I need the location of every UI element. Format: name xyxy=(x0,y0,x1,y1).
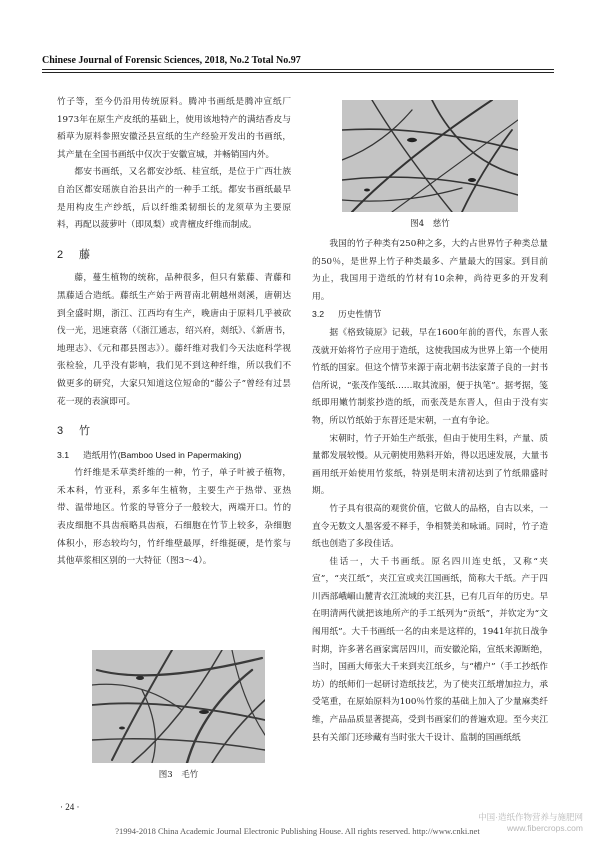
subsection-title: 历史性情节 xyxy=(338,310,382,321)
paragraph: 竹纤维是禾草类纤维的一种，竹子，单子叶被子植物，禾本科，竹亚科，系多年生植物，主要生产于热带、亚热带、温带地区。竹浆的导管分子一般较大，两端开口。竹的表皮细胞不具齿痕略具齿痕，石细胞在竹节上较多，杂细胞体积小，形态较均匀，竹纤维壁最厚，纤维挺硬，是竹浆与其他草浆相区别的一大特征（图3～4）。 xyxy=(57,468,291,567)
figure-3-caption: 图3 毛竹 xyxy=(158,770,199,780)
paragraph: 竹子具有很高的观赏价值，它做人的品格，自古以来，一直令无数文人墨客爱不释手，争相赞美和咏诵。同时，竹子造纸也创造了多段佳话。 xyxy=(312,503,548,550)
micrograph-cizhu xyxy=(342,100,518,212)
paragraph: 据《格致镜原》记载，早在1600年前的晋代，东晋人张茂就开始将竹子应用于造纸，这使我国成为世界上第一个使用竹纸的国家。但这个情节来源于南北朝书法家萧子良的一封书信所说，“张茂作笺纸……取其流丽，便于执笔”。据考据，笺纸即用嫩竹制浆抄造的纸，而张茂是东晋人，但由于没有实物，所以竹纸始于东晋还是宋朝，一直有争论。 xyxy=(312,327,548,426)
section-heading-2 xyxy=(57,247,291,265)
journal-header: Chinese Journal of Forensic Sciences, 2018, No.2 Total No.97 xyxy=(42,55,301,66)
figure-3 xyxy=(92,650,265,780)
paragraph: 佳话一，大千书画纸。原名四川连史纸，又称“夹宣”，“夹江纸”，夹江宣或夹江国画纸，简称大千纸。产于四川西部峨嵋山麓青衣江流域的夹江县，已有几百年的历史。早在明清两代就把该地所产的手工纸列为“贡纸”，并钦定为“文闱用纸”。大千书画纸一名的由来是这样的，1941年抗日战争时期，许多著名画家寓居四川，而安徽沦陷，宣纸来源断绝，当时，国画大师张大千来到夹江纸乡，与“槽户”（手工抄纸作坊）的纸师们一起研讨造纸技艺，为了使夹江纸增加拉力，承受笔重，在原始原料为100％竹浆的基础上加入了少量麻类纤维，产品品质显著提高，受到书画家们的普遍欢迎。至今夹江县有关部门还珍藏有当时张大千设计、监制的国画纸纸 xyxy=(312,556,548,743)
paragraph: 我国的竹子种类有250种之多，大约占世界竹子种类总量的50％，是世界上竹子种类最多、产量最大的国家。到目前为止，我国用于造纸的竹材有10余种，尚待更多的开发利用。 xyxy=(312,239,548,302)
subsection-heading-3-1 xyxy=(57,447,291,466)
watermark-url: www.fibercrops.com xyxy=(506,823,583,833)
copyright-footer: ?1994-2018 China Academic Journal Electronic Publishing House. All rights reserved. http://www.cnki.net xyxy=(115,826,480,836)
micrograph-maozhu xyxy=(92,650,265,763)
subsection-number: 3.2 xyxy=(312,309,325,320)
header-rule-thin xyxy=(42,72,554,73)
right-column xyxy=(312,236,548,747)
figure-4 xyxy=(342,100,518,230)
paragraph: 都安书画纸，又名都安沙纸、桂宣纸，是位于广西壮族自治区都安瑶族自治县出产的一种手工纸。都安书画纸最早是用构皮生产纱纸，后以纤维柔韧细长的龙须草为主要原料，再配以菠萝叶（即凤梨）或青檀皮纤维而制成。 xyxy=(57,167,291,231)
page-number: · 24 · xyxy=(60,802,80,812)
paragraph: 藤，蔓生植物的统称，品种很多，但只有紫藤、青藤和黑藤适合造纸。藤纸生产始于两晋南北朝越州剡溪，唐朝达到全盛时期，浙江、江西均有生产，晚唐由于原料几乎被砍伐一光，迅速衰落（《浙江通志，绍兴府，剡纸》、《新唐书，地理志》、《元和郡县图志》）。藤纤维对我们今天法庭科学视张检验，几乎没有影响，我们见不到这种纤维，所以我们不做更多的研究，大家只知道这位短命的“藤公子”曾经有过昙花一现的表演即可。 xyxy=(57,273,291,407)
header-rule xyxy=(42,69,554,70)
subsection-heading-3-2 xyxy=(312,306,548,325)
section-title: 藤 xyxy=(79,248,90,261)
paragraph: 宋朝时，竹子开始生产纸张，但由于使用生料，产量、质量都发展较慢。从元朝使用熟料开始，得以迅速发展，大量书画用纸开始使用竹浆纸，特别是明末清初达到了竹纸鼎盛时期。 xyxy=(312,433,548,497)
watermark-line: 中国·造纸作物营养与施肥网 xyxy=(478,812,583,822)
section-number: 3 xyxy=(57,425,64,438)
figure-4-caption: 图4 慈竹 xyxy=(410,219,450,229)
section-heading-3 xyxy=(57,423,291,441)
left-column xyxy=(57,94,291,571)
subsection-number: 3.1 xyxy=(57,449,70,460)
section-number: 2 xyxy=(57,248,64,261)
subsection-title-english: (Bamboo Used in Papermaking) xyxy=(117,449,242,460)
subsection-title: 造纸用竹 xyxy=(83,450,118,461)
section-title: 竹 xyxy=(79,425,90,438)
paragraph: 竹子等，至今仍沿用传统原料。腾冲书画纸是腾冲宣纸厂1973年在原生产皮纸的基础上，使用该地特产的满结香皮与稻草为原料参照安徽泾县宣纸的生产经验开发出的书画纸，其产量在全国书画纸中仅次于安徽宣城，并畅销国内外。 xyxy=(57,97,291,160)
